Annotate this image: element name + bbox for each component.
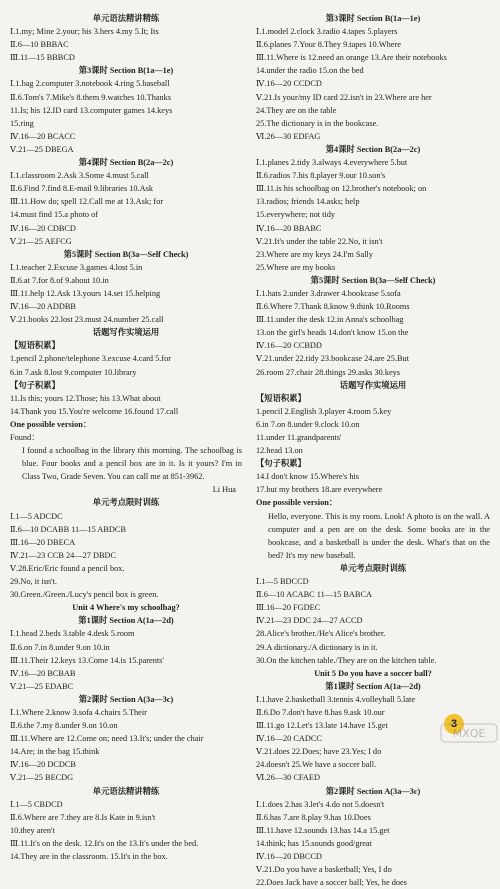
answer-line: Ⅰ.1—5 CBDCD bbox=[10, 799, 63, 809]
answer-line: Ⅳ.16—20 BBABC bbox=[256, 223, 322, 233]
answer-line: 22.Does Jack have a soccer ball; Yes, he does bbox=[256, 878, 407, 888]
answer-line: Ⅴ.21.Is your/my ID card 22.isn't in 23.Where are her bbox=[256, 92, 432, 102]
answer-line: Ⅲ.11.It's on the desk. 12.It's on the 13.It's under the bed. bbox=[10, 838, 199, 848]
section-heading: 第5课时 Section B(3a—Self Check) bbox=[63, 249, 189, 259]
answer-line: 12.head 13.on bbox=[256, 446, 303, 456]
answer-line: 17.but my brothers 18.are everywhere bbox=[256, 485, 383, 495]
answer-line: 13.on the girl's heads 14.don't know 15.on the bbox=[256, 328, 409, 338]
answer-line: 6.in 7.on 8.under 9.clock 10.on bbox=[256, 419, 360, 429]
answer-line: Ⅱ.6.Do 7.don't have 8.has 9.ask 10.our bbox=[256, 707, 385, 717]
answer-line: Ⅱ.6.Where are 7.they are 8.Is Kate in 9.isn't bbox=[10, 812, 156, 822]
answer-line: Ⅴ.21.does 22.Does; have 23.Yes; I do bbox=[256, 747, 382, 757]
answer-line: 13.radios; friends 14.asks; help bbox=[256, 197, 360, 207]
section-heading: 单元考点限时训练 bbox=[339, 563, 407, 573]
answer-line: 24.doesn't 25.We have a soccer ball. bbox=[256, 760, 377, 770]
answer-line: Ⅳ.16—20 CCBDD bbox=[256, 341, 322, 351]
section-heading: 第4课时 Section B(2a—2c) bbox=[78, 158, 174, 168]
section-heading: 第1课时 Section A(1a—2d) bbox=[325, 681, 421, 691]
answer-line: 24.They are on the table bbox=[256, 105, 337, 115]
answer-line: 【短语积累】 bbox=[256, 393, 306, 403]
answer-line: 15.ring bbox=[10, 118, 34, 128]
answer-line: 29.A dictionary./A dictionary is in it. bbox=[256, 642, 378, 652]
answer-line: Ⅱ.6—10 BBBAC bbox=[10, 40, 69, 50]
answer-line: Ⅲ.16—20 DBECA bbox=[10, 537, 76, 547]
answer-line: Ⅲ.11.Where is 12.need an orange 13.Are their notebooks bbox=[256, 53, 447, 63]
section-heading: 单元考点限时训练 bbox=[92, 498, 160, 508]
answer-line: 11.Is this; yours 12.Those; his 13.What about bbox=[10, 393, 161, 403]
answer-line: 14.think; has 15.sounds good/great bbox=[256, 838, 372, 848]
answer-line: 14.I don't know 15.Where's his bbox=[256, 472, 359, 482]
answer-line: Ⅵ.26—30 CFAED bbox=[256, 773, 320, 783]
answer-line: 6.in 7.ask 8.lost 9.computer 10.library bbox=[10, 367, 137, 377]
answer-line: Ⅰ.1—5 BDCCD bbox=[256, 577, 309, 587]
answer-line: Ⅳ.16—20 CADCC bbox=[256, 734, 322, 744]
section-heading: 第3课时 Section B(1a—1e) bbox=[78, 66, 174, 76]
answer-line: Ⅱ.6.has 7.are 8.play 9.has 10.Does bbox=[256, 812, 371, 822]
answer-line: Ⅱ.6.the 7.my 8.under 9.on 10.on bbox=[10, 721, 118, 731]
answer-line: 30.Green./Green./Lucy's pencil box is green. bbox=[10, 590, 159, 600]
answer-line: 14.under the radio 15.on the bed bbox=[256, 66, 364, 76]
answer-line: Ⅴ.21—25 DBEGA bbox=[10, 144, 74, 154]
answer-line: Ⅳ.16—20 DCDCB bbox=[10, 760, 76, 770]
section-heading: 第2课时 Section A(3a—3c) bbox=[325, 786, 421, 796]
answer-line: Ⅰ.1.hats 2.under 3.drawer 4.bookcase 5.sofa bbox=[256, 288, 401, 298]
answer-line: 14.They are in the classroom. 15.It's in the box. bbox=[10, 852, 168, 861]
answer-line: Ⅲ.11.How do; spell 12.Call me at 13.Ask; for bbox=[10, 197, 164, 207]
answer-line: 15.everywhere; not tidy bbox=[256, 210, 336, 220]
answer-line: Ⅱ.6.at 7.for 8.of 9.about 10.in bbox=[10, 275, 109, 285]
section-heading: 单元语法精讲精练 bbox=[92, 786, 160, 796]
answer-line: Ⅱ.6.planes 7.Your 8.They 9.tapes 10.Where bbox=[256, 40, 401, 50]
answer-line: Ⅲ.11.Where are 12.Come on; need 13.It's; under the chair bbox=[10, 734, 204, 744]
left-column bbox=[10, 12, 242, 863]
answer-line: Ⅰ.1.bag 2.computer 3.notebook 4.ring 5.baseball bbox=[10, 79, 170, 89]
answer-line: Ⅳ.16—20 CCDCD bbox=[256, 79, 322, 89]
answer-line: Ⅱ.6—10 ACABC 11—15 BABCA bbox=[256, 590, 372, 600]
answer-line: Ⅴ.21—25 BECDG bbox=[10, 773, 74, 783]
answer-line: 14.Thank you 15.You're welcome 16.found 17.call bbox=[10, 406, 179, 416]
answer-line: Ⅴ.21.Do you have a basketball; Yes, I do bbox=[256, 865, 392, 875]
answer-line: One possible version： bbox=[256, 498, 338, 508]
section-heading: Unit 5 Do you have a soccer ball? bbox=[314, 668, 432, 678]
section-heading: 第2课时 Section A(3a—3c) bbox=[78, 694, 174, 704]
answer-line: Ⅲ.16—20 FGDEC bbox=[256, 603, 321, 613]
essay-paragraph: I found a schoolbag in the library this morning. The schoolbag is blue. Four books and a pencil box are in it. Is it yours? I'm in Class Two, Grade Seven. You can call me at 851-3962. bbox=[22, 446, 242, 482]
answer-line: Ⅵ.26—30 EDFAG bbox=[256, 131, 321, 141]
answer-line: Ⅰ.1.classroom 2.Ask 3.Some 4.must 5.call bbox=[10, 171, 149, 181]
answer-line: 29.No, it isn't. bbox=[10, 577, 57, 587]
answer-line: Ⅰ.1.have 2.basketball 3.tennis 4.volleyball 5.late bbox=[256, 694, 416, 704]
answer-line: Ⅳ.16—20 BCBAB bbox=[10, 668, 76, 678]
page-number: 3 bbox=[444, 714, 464, 734]
essay-paragraph: Hello, everyone. This is my room. Look! A photo is on the wall. A computer and a pen are on the desk. Some books are in the bookcase, and a basketball is under the desk. What's that on the bed? It's my new baseball. bbox=[268, 511, 490, 560]
answer-line: Ⅴ.21—25 EDABC bbox=[10, 681, 74, 691]
section-heading: 第1课时 Section A(1a—2d) bbox=[78, 616, 174, 626]
answer-line: Ⅰ.1.model 2.clock 3.radio 4.tapes 5.players bbox=[256, 27, 398, 37]
answer-line: Li Hua bbox=[212, 485, 236, 495]
section-heading: 第4课时 Section B(2a—2c) bbox=[325, 144, 421, 154]
answer-line: Ⅱ.6.Where 7.Thank 8.know 9.think 10.Rooms bbox=[256, 302, 410, 312]
answer-line: 25.Where are my books bbox=[256, 262, 336, 272]
answer-line: Ⅰ.1.my; Mine 2.your; his 3.hers 4.my 5.It; Its bbox=[10, 27, 159, 37]
answer-line: Ⅰ.1.planes 2.tidy 3.always 4.everywhere 5.but bbox=[256, 158, 408, 168]
answer-line: 14.Are; in the bag 15.think bbox=[10, 747, 100, 757]
answer-line: 【句子积累】 bbox=[10, 380, 60, 390]
answer-line: Ⅲ.11.help 12.Ask 13.yours 14.set 15.helping bbox=[10, 288, 161, 298]
answer-line: Ⅰ.1.Where 2.know 3.sofa 4.chairs 5.Their bbox=[10, 707, 147, 717]
answer-line: Ⅴ.21.books 22.lost 23.must 24.number 25.call bbox=[10, 315, 164, 325]
answer-line: Ⅰ.1—5 ADCDC bbox=[10, 511, 63, 521]
answer-line: 10.they aren't bbox=[10, 825, 55, 835]
watermark-logo bbox=[440, 722, 498, 744]
answer-line: 1.pencil 2.English 3.player 4.room 5.key bbox=[256, 406, 392, 416]
answer-line: Ⅳ.16—20 BCACC bbox=[10, 131, 76, 141]
answer-line: Ⅳ.21—23 CCB 24—27 DBDC bbox=[10, 550, 117, 560]
answer-line: Ⅴ.21.under 22.tidy 23.bookcase 24.are 25.But bbox=[256, 354, 410, 364]
answer-line: Ⅱ.6.on 7.in 8.under 9.on 10.in bbox=[10, 642, 110, 652]
answer-line: 11.under 11.grandparents' bbox=[256, 433, 342, 442]
answer-line: 14.must find 15.a photo of bbox=[10, 210, 99, 220]
answer-line: Ⅲ.11.Their 12.keys 13.Come 14.is 15.parents' bbox=[10, 655, 164, 665]
answer-line: 【短语积累】 bbox=[10, 341, 60, 351]
answer-line: 28.Alice's brother./He's Alice's brother. bbox=[256, 629, 386, 639]
answer-line: 26.room 27.chair 28.things 29.asks 30.keys bbox=[256, 367, 401, 377]
answer-line: 1.pencil 2.phone/telephone 3.excuse 4.card 5.for bbox=[10, 354, 172, 364]
answer-line: Ⅲ.11.have 12.sounds 13.has 14.a 15.get bbox=[256, 825, 390, 835]
section-heading: Unit 4 Where's my schoolbag? bbox=[72, 603, 180, 613]
section-heading: 单元语法精讲精练 bbox=[92, 14, 160, 23]
answer-line: Ⅱ.6.Tom's 7.Mike's 8.them 9.watches 10.Thanks bbox=[10, 92, 172, 102]
right-column bbox=[256, 12, 490, 889]
answer-line: Ⅴ.28.Eric/Eric found a pencil box. bbox=[10, 563, 125, 573]
section-heading: 第3课时 Section B(1a—1e) bbox=[325, 14, 421, 23]
answer-line: 【句子积累】 bbox=[256, 459, 306, 469]
answer-line: 30.On the kitchen table./They are on the kitchen table. bbox=[256, 655, 437, 665]
answer-line: Ⅴ.21—25 AEFCG bbox=[10, 236, 72, 246]
answer-line: Ⅲ.11—15 BBBCD bbox=[10, 53, 75, 63]
answer-line: Ⅱ.6—10 DCABB 11—15 ABDCB bbox=[10, 524, 126, 534]
answer-line: Ⅴ.21.It's under the table 22.No, it isn't bbox=[256, 236, 383, 246]
svg-text:MXQE: MXQE bbox=[452, 727, 486, 740]
answer-line: Ⅳ.16—20 DBCCD bbox=[256, 852, 322, 861]
answer-line: 25.The dictionary is in the bookcase. bbox=[256, 118, 379, 128]
answer-line: Ⅱ.6.Find 7.find 8.E-mail 9.libraries 10.Ask bbox=[10, 184, 153, 194]
answer-line: 23.Where are my keys 24.I'm Sally bbox=[256, 249, 373, 259]
answer-line: Ⅳ.16—20 ADDBB bbox=[10, 302, 76, 312]
answer-line: Ⅲ.11.go 12.Let's 13.late 14.have 15.get bbox=[256, 721, 388, 731]
answer-line: Ⅱ.6.radios 7.his 8.player 9.our 10.son's bbox=[256, 171, 386, 181]
answer-line: Ⅲ.11.under the desk 12.in Anna's schoolbag bbox=[256, 315, 404, 325]
answer-line: Ⅰ.1.does 2.has 3.let's 4.do not 5.doesn't bbox=[256, 799, 385, 809]
answer-line: Ⅲ.11.is his schoolbag on 12.brother's notebook; on bbox=[256, 184, 427, 194]
answer-line: Ⅰ.1.head 2.beds 3.table 4.desk 5.room bbox=[10, 629, 135, 639]
section-heading: 第5课时 Section B(3a—Self Check) bbox=[310, 275, 436, 285]
answer-line: Ⅳ.21—23 DDC 24—27 ACCD bbox=[256, 616, 363, 626]
section-heading: 话题写作实境运用 bbox=[92, 328, 160, 338]
answer-line: Ⅰ.1.teacher 2.Excuse 3.games 4.lost 5.in bbox=[10, 262, 143, 272]
answer-line: Ⅳ.16—20 CDBCD bbox=[10, 223, 76, 233]
answer-line: 11.Is; his 12.ID card 13.computer games 14.keys bbox=[10, 105, 173, 115]
section-heading: 话题写作实境运用 bbox=[339, 380, 407, 390]
answer-line: Found： bbox=[10, 433, 40, 442]
answer-line: One possible version： bbox=[10, 419, 92, 429]
